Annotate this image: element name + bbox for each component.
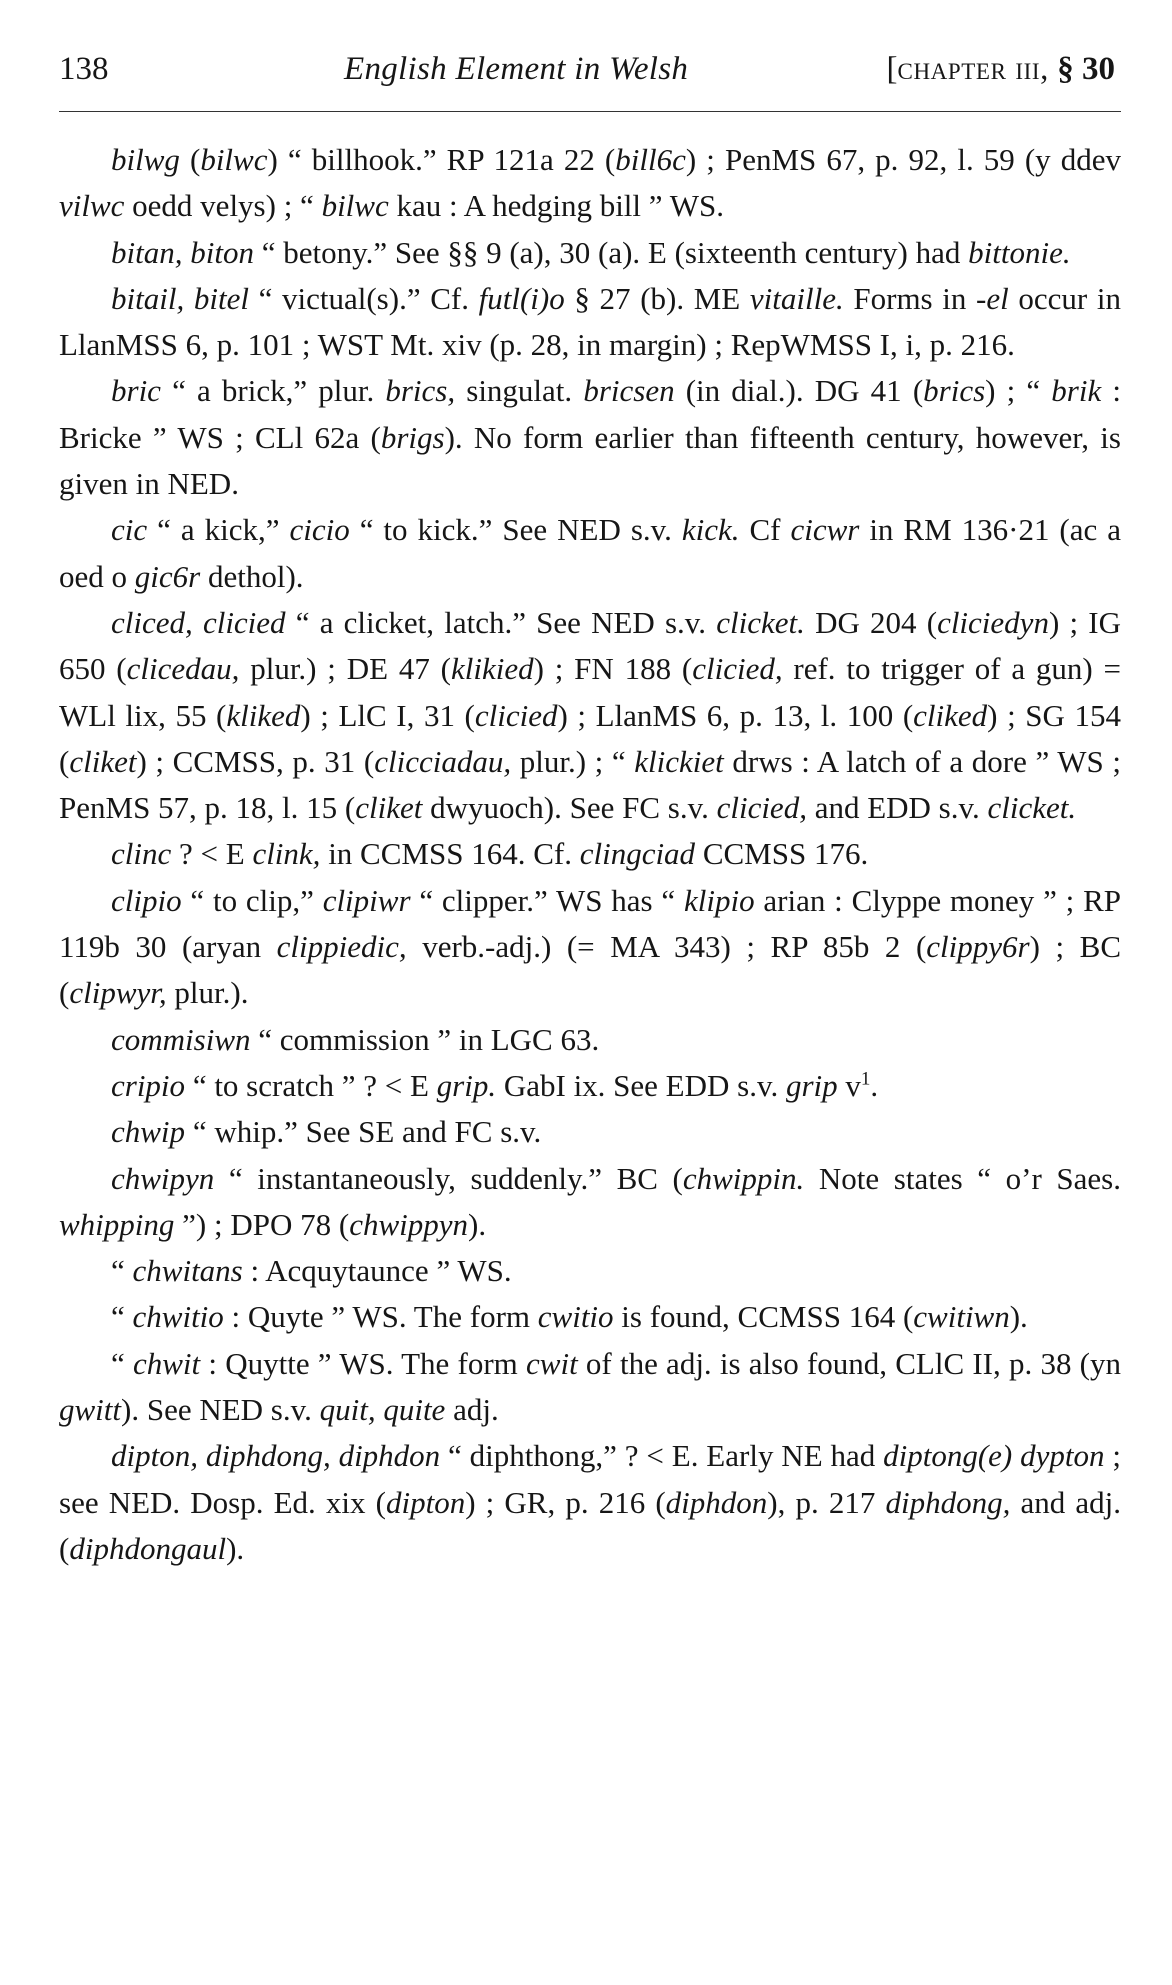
entry-text: ). No form earlier than fifteenth century, however, is given in NED. [59, 419, 1121, 502]
entry-cliced [59, 600, 1121, 831]
entry-text: in CCMSS 164. Cf. [320, 836, 580, 872]
entry-text: ”) ; DPO 78 ( [174, 1206, 350, 1242]
entry-text: singulat. [455, 373, 584, 409]
headword-text: futl(i)o [478, 280, 565, 316]
entry-commisiwn [59, 1017, 1121, 1063]
headword-text: gwitt [59, 1392, 122, 1428]
chapter-reference [887, 44, 1115, 94]
headword-text: clipiwr [322, 882, 411, 918]
headword-text: grip [785, 1067, 838, 1103]
headword-text: clingciad [579, 836, 696, 872]
entry-text: kau : A hedging bill ” WS. [388, 188, 724, 224]
entry-text: ). [468, 1206, 487, 1242]
running-title: English Element in Welsh [344, 51, 689, 87]
entry-text: “ commission ” in LGC 63. [250, 1021, 600, 1057]
headword-text: cliciedyn [937, 604, 1049, 640]
headword-text: diphdongaul [69, 1530, 227, 1566]
headword-text: chwippin. [682, 1160, 805, 1196]
headword-text: clipwyr, [69, 975, 167, 1011]
entry-text: ) ; BC ( [59, 929, 1121, 1011]
headword-text: bricsen [583, 373, 675, 409]
entry-clipio [59, 878, 1121, 1017]
headword-text: clicciadau, [374, 743, 512, 779]
headword-text: dipton [385, 1484, 466, 1520]
headword-text: cliced, clicied [111, 604, 286, 640]
entry-text: dwyuoch). See FC s.v. [422, 790, 717, 826]
headword-text: quit, quite [319, 1392, 446, 1428]
headword-text: vitaille. [749, 280, 844, 316]
entry-text: verb.-adj.) (= MA 343) ; RP 85b 2 ( [406, 929, 927, 965]
headword-text: bittonie. [968, 234, 1071, 270]
entry-text: “ a kick,” [147, 512, 290, 548]
headword-text: clicket. [987, 790, 1077, 826]
glossary-entries [59, 137, 1121, 1572]
headword-text: cripio [111, 1067, 186, 1103]
header-rule [59, 111, 1121, 112]
headword-text: cwitio [537, 1299, 614, 1335]
entry-bitail [59, 276, 1121, 369]
headword-text: klipio [684, 882, 755, 918]
entry-text: : Acquytaunce ” WS. [242, 1253, 512, 1289]
headword-text: clipio [111, 882, 182, 918]
entry-text: ) ; LlanMS 6, p. 13, l. 100 ( [557, 697, 914, 733]
entry-text: Forms in [843, 280, 977, 316]
page-number: 138 [59, 51, 109, 87]
section-number: § 30 [1057, 51, 1115, 87]
entry-text: “ to clip,” [181, 882, 323, 918]
entry-text: “ [111, 1253, 133, 1289]
headword-text: commisiwn [111, 1021, 251, 1057]
headword-text: cwit [526, 1345, 578, 1381]
entry-text: ). See NED s.v. [121, 1392, 320, 1428]
entry-text: of the adj. is also found, CLlC II, p. 38 (yn [577, 1345, 1121, 1381]
entry-text: dethol). [200, 558, 304, 594]
entry-text: “ diphthong,” ? < E. Early NE had [440, 1438, 884, 1474]
headword-text: bilwc [200, 142, 268, 177]
headword-text: cicwr [790, 512, 860, 548]
headword-text: clicket. [716, 604, 805, 640]
headword-text: clinc [111, 836, 172, 872]
entry-text: v [837, 1067, 861, 1103]
headword-text: -el [976, 280, 1009, 316]
entry-text: ) “ billhook.” RP 121a 22 ( [267, 142, 616, 177]
entry-text: § 27 (b). ME [564, 280, 750, 316]
headword-text: diphdong, [885, 1484, 1011, 1520]
superscript: 1 [860, 1068, 871, 1090]
entry-chwitans [59, 1248, 1121, 1294]
entry-text: Note states “ o’r Saes. [804, 1160, 1121, 1196]
entry-clinc [59, 831, 1121, 877]
entry-text: “ to scratch ” ? < E [185, 1067, 437, 1103]
entry-text: “ a brick,” plur. [160, 373, 386, 409]
entry-text: ? < E [171, 836, 253, 872]
headword-text: chwit [132, 1345, 201, 1381]
entry-bitan [59, 230, 1121, 276]
entry-text: ) ; PenMS 67, p. 92, l. 59 (y ddev [685, 142, 1122, 177]
running-head [59, 44, 1121, 94]
entry-text: plur.). [166, 975, 249, 1011]
headword-text: clicedau, [126, 651, 240, 687]
headword-text: chwippyn [349, 1206, 469, 1242]
entry-text: arian : Clyppe money ” ; RP 119b 30 (aryan [59, 882, 1121, 965]
entry-text: “ instantaneously, suddenly.” BC ( [214, 1160, 683, 1196]
entry-text: “ betony.” See §§ 9 (a), 30 (a). E (sixteenth century) had [253, 234, 969, 270]
entry-text: ). [1009, 1299, 1028, 1335]
entry-text: : Quyte ” WS. The form [223, 1299, 538, 1335]
headword-text: kliked [226, 697, 301, 733]
entry-text: ) ; “ [985, 373, 1052, 409]
headword-text: dipton, diphdong, diphdon [111, 1438, 441, 1474]
entry-chwipyn [59, 1156, 1121, 1249]
entry-chwit [59, 1341, 1121, 1434]
book-page [59, 0, 1121, 1985]
headword-text: clippiedic, [276, 929, 407, 965]
entry-text: ( [179, 142, 201, 177]
entry-chwip [59, 1109, 1121, 1155]
headword-text: brigs [380, 419, 445, 455]
entry-text: : Bricke ” WS ; CLl 62a ( [59, 373, 1121, 455]
headword-text: whipping [59, 1206, 175, 1242]
headword-text: chwipyn [111, 1160, 215, 1196]
headword-text: diptong(e) dypton [883, 1438, 1105, 1474]
entry-text: oedd velys) ; “ [124, 188, 322, 224]
chapter-bracket: [ [886, 51, 898, 87]
headword-text: vilwc [59, 188, 125, 224]
entry-text: “ victual(s).” Cf. [248, 280, 479, 316]
entry-cic [59, 507, 1121, 600]
headword-text: gic6r [134, 558, 201, 594]
headword-text: bric [111, 373, 161, 409]
entry-text: ref. to trigger of a gun) = WLl lix, 55 ( [59, 651, 1122, 733]
headword-text: grip. [436, 1067, 497, 1103]
entry-text: GabI ix. See EDD s.v. [496, 1067, 786, 1103]
headword-text: kick. [681, 512, 740, 548]
entry-text: drws : A latch of a dore ” WS ; PenMS 57, p. 18, l. 15 ( [59, 743, 1122, 826]
entry-text: DG 204 ( [804, 604, 938, 640]
entry-chwitio [59, 1294, 1121, 1340]
entry-text: in RM 136·21 (ac a oed o [59, 512, 1122, 594]
entry-cripio [59, 1063, 1121, 1109]
entry-text: ) ; SG 154 ( [59, 697, 1121, 779]
entry-dipton [59, 1433, 1121, 1572]
entry-text: ), p. 217 [767, 1484, 886, 1520]
entry-bric [59, 368, 1121, 507]
headword-text: brik [1051, 373, 1102, 409]
entry-text: Cf [739, 512, 791, 548]
headword-text: chwitans [132, 1253, 243, 1289]
entry-text: ) ; FN 188 ( [533, 651, 693, 687]
entry-text: ). [226, 1530, 245, 1566]
headword-text: clicied [474, 697, 558, 733]
headword-text: bilwg [111, 142, 180, 177]
entry-text: ) ; GR, p. 216 ( [465, 1484, 666, 1520]
entry-text: . [870, 1067, 879, 1103]
headword-text: bitan, biton [111, 234, 254, 270]
headword-text: clink, [252, 836, 321, 872]
headword-text: clippy6r [926, 929, 1030, 965]
headword-text: bitail, bitel [111, 280, 249, 316]
headword-text: cic [111, 512, 148, 548]
headword-text: cliket [355, 790, 423, 826]
headword-text: klickiet [634, 743, 724, 779]
entry-bilwg [59, 137, 1121, 230]
headword-text: cliket [69, 743, 137, 779]
entry-text: ) ; CCMSS, p. 31 ( [136, 743, 375, 779]
entry-text: “ to kick.” See NED s.v. [349, 512, 682, 548]
headword-text: bilwc [321, 188, 389, 224]
entry-text: ) ; IG 650 ( [59, 604, 1121, 687]
entry-text: ; see NED. Dosp. Ed. xix ( [59, 1438, 1121, 1520]
entry-text: “ clipper.” WS has “ [410, 882, 684, 918]
entry-text: (in dial.). DG 41 ( [674, 373, 924, 409]
entry-text: plur.) ; DE 47 ( [239, 651, 451, 687]
headword-text: brics [923, 373, 986, 409]
headword-text: brics, [385, 373, 456, 409]
headword-text: bill6c [615, 142, 686, 177]
headword-text: clicied, [692, 651, 783, 687]
entry-text: and EDD s.v. [806, 790, 988, 826]
entry-text: ) ; LlC I, 31 ( [300, 697, 475, 733]
headword-text: diphdon [665, 1484, 768, 1520]
headword-text: cwitiwn [913, 1299, 1010, 1335]
entry-text: and adj. ( [59, 1484, 1122, 1566]
entry-text: “ a clicket, latch.” See NED s.v. [285, 604, 717, 640]
entry-text: : Quytte ” WS. The form [200, 1345, 527, 1381]
entry-text: “ [111, 1299, 133, 1335]
headword-text: klikied [450, 651, 534, 687]
headword-text: cliked [913, 697, 988, 733]
entry-text: plur.) ; “ [511, 743, 635, 779]
entry-text: occur in LlanMSS 6, p. 101 ; WST Mt. xiv (p. 28, in margin) ; RepWMSS I, i, p. 216. [59, 280, 1121, 363]
entry-text: “ whip.” See SE and FC s.v. [185, 1114, 542, 1150]
headword-text: cicio [289, 512, 350, 548]
headword-text: clicied, [716, 790, 807, 826]
headword-text: chwitio [132, 1299, 224, 1335]
entry-text: is found, CCMSS 164 ( [613, 1299, 914, 1335]
headword-text: chwip [111, 1114, 186, 1150]
entry-text: “ [111, 1345, 133, 1381]
entry-text: adj. [445, 1392, 499, 1428]
entry-text: CCMSS 176. [695, 836, 869, 872]
chapter-label: chapter iii, [897, 51, 1049, 87]
